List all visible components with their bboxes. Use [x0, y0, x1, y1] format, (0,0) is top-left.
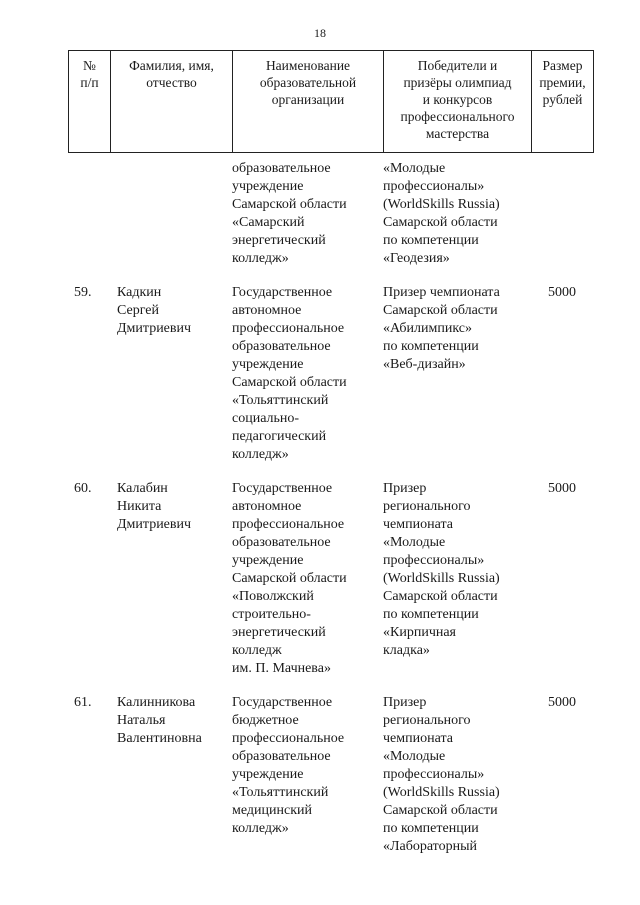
- org-line: Самарской области: [232, 375, 347, 390]
- header-num-line: №: [83, 58, 96, 73]
- award-line: Самарской области: [383, 803, 498, 818]
- name-line: Никита: [117, 499, 162, 514]
- org-line: Государственное: [232, 481, 333, 496]
- org-line: колледж»: [232, 447, 289, 462]
- award-line: кладка»: [383, 643, 430, 658]
- award-cell: [383, 480, 517, 660]
- org-line: строительно-: [232, 607, 311, 622]
- award-line: (WorldSkills Russia): [383, 785, 500, 800]
- org-cell: [232, 160, 376, 268]
- header-prize-line: Размер: [542, 58, 583, 73]
- award-line: профессионалы»: [383, 553, 485, 568]
- award-line: «Молодые: [383, 535, 446, 550]
- org-line: бюджетное: [232, 713, 299, 728]
- award-line: по компетенции: [383, 607, 479, 622]
- award-line: по компетенции: [383, 821, 479, 836]
- award-line: Призер: [383, 481, 427, 496]
- name-line: Кадкин: [117, 285, 162, 300]
- org-line: профессиональное: [232, 517, 345, 532]
- award-line: «Кирпичная: [383, 625, 457, 640]
- award-line: профессионалы»: [383, 179, 485, 194]
- org-line: образовательное: [232, 535, 331, 550]
- org-cell: [232, 480, 376, 678]
- org-line: «Поволжский: [232, 589, 314, 604]
- page-number: 18: [314, 26, 326, 40]
- org-line: энергетический: [232, 625, 326, 640]
- header-award-line: призёры олимпиад: [403, 75, 512, 90]
- org-line: «Тольяттинский: [232, 785, 329, 800]
- prize-cell: 5000: [548, 285, 576, 300]
- name-line: Валентиновна: [117, 731, 202, 746]
- award-line: «Молодые: [383, 749, 446, 764]
- header-org-line: Наименование: [265, 58, 351, 73]
- header-name: [111, 51, 233, 153]
- header-org-line: организации: [271, 92, 345, 107]
- name-line: Дмитриевич: [117, 321, 192, 336]
- org-line: педагогический: [232, 429, 327, 444]
- award-line: «Абилимпикс»: [383, 321, 473, 336]
- name-line: Наталья: [117, 713, 166, 728]
- header-award-line: и конкурсов: [422, 92, 493, 107]
- org-line: образовательное: [232, 339, 331, 354]
- award-line: «Лабораторный: [383, 839, 478, 854]
- award-line: (WorldSkills Russia): [383, 571, 500, 586]
- table-body: [68, 160, 593, 854]
- header-award-line: мастерства: [425, 126, 490, 141]
- award-line: Самарской области: [383, 303, 498, 318]
- award-line: Призер: [383, 695, 427, 710]
- org-line: энергетический: [232, 233, 326, 248]
- header-name-line: Фамилия, имя,: [129, 58, 214, 73]
- award-line: профессионалы»: [383, 767, 485, 782]
- header-num-line: п/п: [80, 75, 99, 90]
- award-line: Самарской области: [383, 589, 498, 604]
- org-line: учреждение: [232, 553, 304, 568]
- name-line: Дмитриевич: [117, 517, 192, 532]
- table-header: [68, 50, 594, 153]
- org-line: Самарской области: [232, 571, 347, 586]
- org-line: образовательное: [232, 161, 331, 176]
- org-cell: [232, 694, 376, 838]
- org-line: медицинский: [232, 803, 312, 818]
- org-line: «Тольяттинский: [232, 393, 329, 408]
- org-line: учреждение: [232, 179, 304, 194]
- org-line: автономное: [232, 499, 302, 514]
- org-line: учреждение: [232, 767, 304, 782]
- org-cell: [232, 284, 376, 464]
- award-line: регионального: [383, 713, 471, 728]
- table-row: [68, 160, 593, 284]
- award-line: (WorldSkills Russia): [383, 197, 500, 212]
- header-org: [233, 51, 384, 153]
- org-line: социально-: [232, 411, 300, 426]
- org-line: [232, 196, 376, 214]
- award-line: «Молодые: [383, 161, 446, 176]
- header-num: [69, 51, 111, 153]
- award-line: Призер чемпионата: [383, 285, 500, 300]
- org-word: Самарской области: [232, 197, 347, 212]
- org-line: профессиональное: [232, 731, 345, 746]
- award-cell: [383, 694, 517, 856]
- org-line: колледж»: [232, 251, 289, 266]
- org-line: «Самарский: [232, 215, 305, 230]
- org-line: Государственное: [232, 695, 333, 710]
- award-line: «Геодезия»: [383, 251, 450, 266]
- org-line: образовательное: [232, 749, 331, 764]
- row-number: 60.: [74, 481, 92, 496]
- header-prize-line: рублей: [542, 92, 583, 107]
- name-cell: [111, 694, 231, 748]
- award-line: «Веб-дизайн»: [383, 357, 466, 372]
- header-prize-line: премии,: [539, 75, 586, 90]
- award-line: чемпионата: [383, 517, 453, 532]
- header-award: [384, 51, 532, 153]
- org-line: им. П. Мачнева»: [232, 661, 331, 676]
- header-award-line: Победители и: [417, 58, 498, 73]
- name-line: Сергей: [117, 303, 159, 318]
- name-line: Калинникова: [117, 695, 196, 710]
- name-cell: [111, 480, 231, 534]
- name-cell: [111, 284, 231, 338]
- org-line: профессиональное: [232, 321, 345, 336]
- name-line: Калабин: [117, 481, 168, 496]
- award-line: Самарской области: [383, 215, 498, 230]
- header-name-line: отчество: [146, 75, 197, 90]
- award-line: по компетенции: [383, 339, 479, 354]
- award-line: по компетенции: [383, 233, 479, 248]
- row-number: 59.: [74, 285, 92, 300]
- prize-cell: 5000: [548, 481, 576, 496]
- org-line: колледж: [232, 643, 282, 658]
- award-line: чемпионата: [383, 731, 453, 746]
- prize-cell: 5000: [548, 695, 576, 710]
- award-line: регионального: [383, 499, 471, 514]
- org-line: Государственное: [232, 285, 333, 300]
- org-line: учреждение: [232, 357, 304, 372]
- org-line: колледж»: [232, 821, 289, 836]
- row-number: 61.: [74, 695, 92, 710]
- org-line: автономное: [232, 303, 302, 318]
- award-cell: [383, 160, 517, 268]
- header-org-line: образовательной: [259, 75, 357, 90]
- header-award-line: профессионального: [400, 109, 515, 124]
- award-cell: [383, 284, 517, 374]
- header-prize: [532, 51, 594, 153]
